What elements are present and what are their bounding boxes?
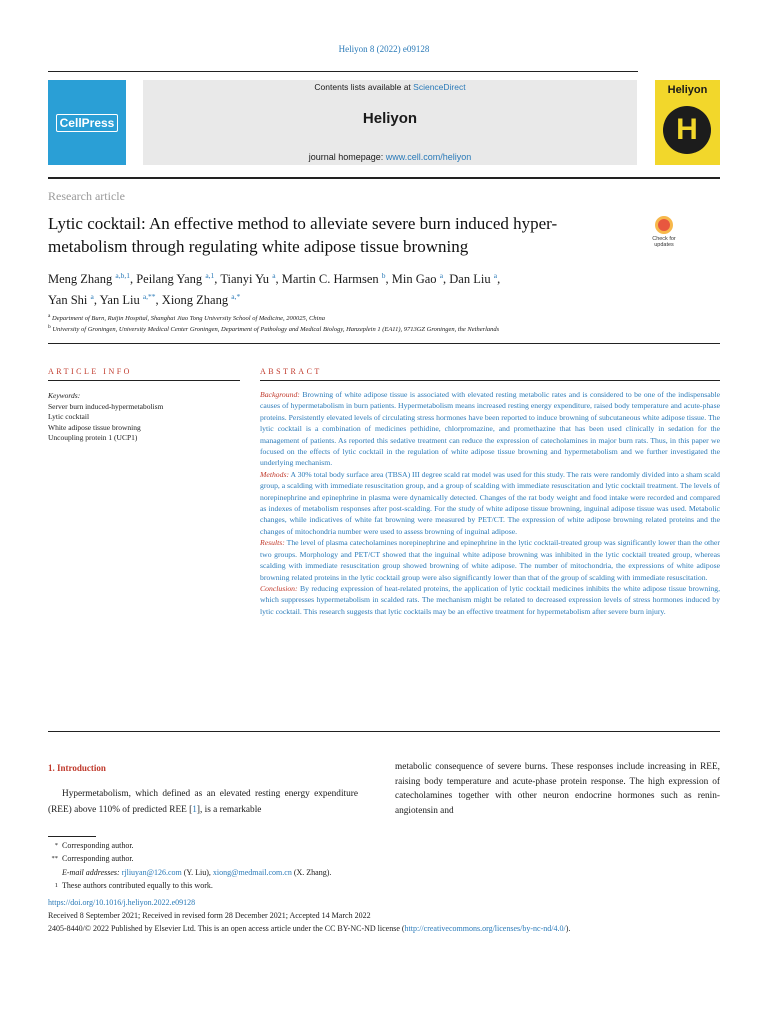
introduction-left-column: Hypermetabolism, which defined as an elevated resting energy expenditure (REE) above 110% of predicted REE [1], is a remarkable xyxy=(48,789,358,815)
author[interactable]: Martin C. Harmsen $^b$ xyxy=(281,271,386,287)
article-info-heading: ARTICLE INFO xyxy=(48,367,132,376)
journal-homepage xyxy=(143,152,637,162)
masthead-rule xyxy=(48,177,720,179)
abstract-rule xyxy=(260,380,720,381)
doi-link[interactable]: https://doi.org/10.1016/j.heliyon.2022.e09128 xyxy=(48,898,196,907)
footnote-emails: E-mail addresses: rjliuyan@126.com (Y. Liu), xiong@medmail.com.cn (X. Zhang). xyxy=(62,867,332,877)
homepage-link[interactable]: www.cell.com/heliyon xyxy=(385,152,472,162)
introduction-heading: 1. Introduction xyxy=(48,763,106,773)
keywords-label: Keywords: xyxy=(48,391,81,400)
received-dates: Received 8 September 2021; Received in revised form 28 December 2021; Accepted 14 March 2022 xyxy=(48,911,371,920)
keyword[interactable]: Server burn induced-hypermetabolism xyxy=(48,401,164,411)
keyword[interactable]: Lytic cocktail xyxy=(48,412,90,421)
introduction-right-column: metabolic consequence of severe burns. These responses include increasing in REE, raising body temperature and acute-phase protein response. The high expression of catecholamines together with other neuron endocrine hormones such as renin-angiotensin and xyxy=(395,762,720,816)
abstract-conclusion: Conclusion: By reducing expression of heat-related proteins, the application of lytic cocktail medicines inhibits the white adipose tissue browning, which suppresses hypermetabolism in scalded rats. The mechanism might be related to decreased expression levels of stress hormones induced by lytic cocktail. This research suggests that lytic cocktails may be an effective treatment for hypermetabolism after severe burn injury. xyxy=(260,583,720,616)
affiliation-rule xyxy=(48,343,720,344)
check-for-updates-badge[interactable] xyxy=(645,216,683,256)
cellpress-logo[interactable] xyxy=(48,80,126,165)
contents-line xyxy=(143,82,637,92)
author[interactable]: Xiong Zhang $^{a,*}$ xyxy=(161,292,241,308)
homepage-prefix: journal homepage: xyxy=(308,152,386,162)
abstract-results: Results: The level of plasma catecholamines norepinephrine and epinephrine in the lytic cocktail-treated group was significantly lower than the other two groups. Morphology and PET/CT showed that the inguinal white adipose browning was inhibited in the lytic cocktail treated group, whereas scalding with immediate resuscitation group showed browning of white adipose. The number of mitochondria, the expressions of white adipose browning related proteins in the lytic cocktail group were also significantly lower than that of the group of scalding with immediate resuscitation. xyxy=(260,538,720,582)
footnote-equal-contribution: 1 These authors contributed equally to this work. xyxy=(54,880,213,890)
author[interactable]: Meng Zhang $^{a,b,1}$ xyxy=(48,271,130,287)
abstract-background: Background: Browning of white adipose tissue is associated with elevated resting metabolic rates and is considered to be one of the indispensable causes of hypermetabolism in burn patients. Hypermetabolism means increased resting energy expenditure, raised body temperature and acute-phase proteins. Persistently elevated levels of circulating stress hormones have been reported to induce browning of subcutaneous white adipose tissue. The lytic cocktail is a combination of medicines pethidine, chlorpromazine, and promethazine that has been used clinically in sedation for the management of patients. As reported this sedative treatment can reduce the expression of catecholamines in major burn rats. Thus, in this paper we focused on the effects of lytic cocktail in the regulation of white adipose tissue browning and hypermetabolism and we further investigated the underlying mechanism. xyxy=(260,390,720,468)
check-for-updates-icon xyxy=(655,216,673,234)
email-link[interactable]: xiong@medmail.com.cn xyxy=(212,867,292,877)
keyword[interactable]: Uncoupling protein 1 (UCP1) xyxy=(48,433,138,442)
author[interactable]: Yan Liu $^{a,**}$ xyxy=(99,292,156,308)
email-link[interactable]: rjliuyan@126.com xyxy=(121,867,182,877)
reference-link[interactable]: 1 xyxy=(192,805,197,815)
author[interactable]: Tianyi Yu $^a$ xyxy=(220,271,276,287)
affiliation: $^a$ Department of Burn, Ruijin Hospital, Shanghai Jiao Tong University School of Medicine, 200025, China xyxy=(48,313,325,323)
check-for-updates-label: Check for updates xyxy=(652,236,676,248)
keywords-block xyxy=(48,391,240,444)
article-info-rule xyxy=(48,380,240,381)
author[interactable]: Dan Liu $^a$ xyxy=(449,271,498,287)
email-label: E-mail addresses: xyxy=(62,867,120,877)
article-title: Lytic cocktail: An effective method to alleviate severe burn induced hyper-metabolism through regulating white adipose tissue browning xyxy=(48,214,558,256)
abstract-heading: ABSTRACT xyxy=(260,367,322,376)
author[interactable]: Min Gao $^a$ xyxy=(391,271,444,287)
journal-citation[interactable]: Heliyon 8 (2022) e09128 xyxy=(338,44,430,54)
abstract-body xyxy=(260,389,720,617)
header-rule xyxy=(48,71,638,72)
sciencedirect-link[interactable]: ScienceDirect xyxy=(413,82,466,92)
author[interactable]: Peilang Yang $^{a,1}$ xyxy=(136,271,215,287)
cover-title: Heliyon xyxy=(667,84,708,96)
footnote-rule xyxy=(48,836,96,837)
author-list: Meng Zhang $^{a,b,1}$, Peilang Yang $^{a,1}$, Tianyi Yu $^a$, Martin C. Harmsen $^b$, Min Gao $^a$, Dan Liu $^a$, Yan Shi $^a$, Yan Liu $^{a,**}$, Xiong Zhang $^{a,*}$ xyxy=(48,271,501,308)
abstract-end-rule xyxy=(48,731,720,732)
cellpress-logo-text: CellPress xyxy=(56,114,119,132)
article-type: Research article xyxy=(48,189,125,203)
journal-name: Heliyon xyxy=(362,110,418,127)
affiliation: $^b$ University of Groningen, University Medical Center Groningen, Department of Pathology and Medical Biology, Hanzeplein 1 (EA11), 9713GZ Groningen, the Netherlands xyxy=(48,324,500,334)
contents-prefix: Contents lists available at xyxy=(314,82,414,92)
footnote-corresponding: ** Corresponding author. xyxy=(51,854,134,864)
abstract-methods: Methods: A 30% total body surface area (TBSA) III degree scald rat model was used for this study. The rats were randomly divided into a sham scald group, a scalding with immediate resuscitation group, and a group of scalding with immediate resuscitation and lytic cocktail treatment. The levels of norepinephrine and epinephrine in plasma were dynamically detected. Changes of the rat body weight and food intake were recorded and compared as indexes of metabolism responses after post-scalding. For the study of white adipose tissue browning, inguinal adipose tissue was used. Metabolic changes, while indicatives of white fat browning were measured by PET/CT. The expression of white adipose browning related proteins and the changes of mitochondria number were used to assess browning of inguinal adipose. xyxy=(260,469,720,536)
cover-logo-icon: H xyxy=(663,106,711,154)
license-link[interactable]: http://creativecommons.org/licenses/by-nc-nd/4.0/ xyxy=(404,924,566,933)
license-line: 2405-8440/© 2022 Published by Elsevier Ltd. This is an open access article under the CC BY-NC-ND license (http://creativecommons.org/licenses/by-nc-nd/4.0/). xyxy=(48,924,571,933)
footnotes xyxy=(48,839,720,892)
author[interactable]: Yan Shi $^a$ xyxy=(48,292,94,308)
keyword[interactable]: White adipose tissue browning xyxy=(48,422,141,432)
footnote-corresponding: * Corresponding author. xyxy=(54,841,134,850)
